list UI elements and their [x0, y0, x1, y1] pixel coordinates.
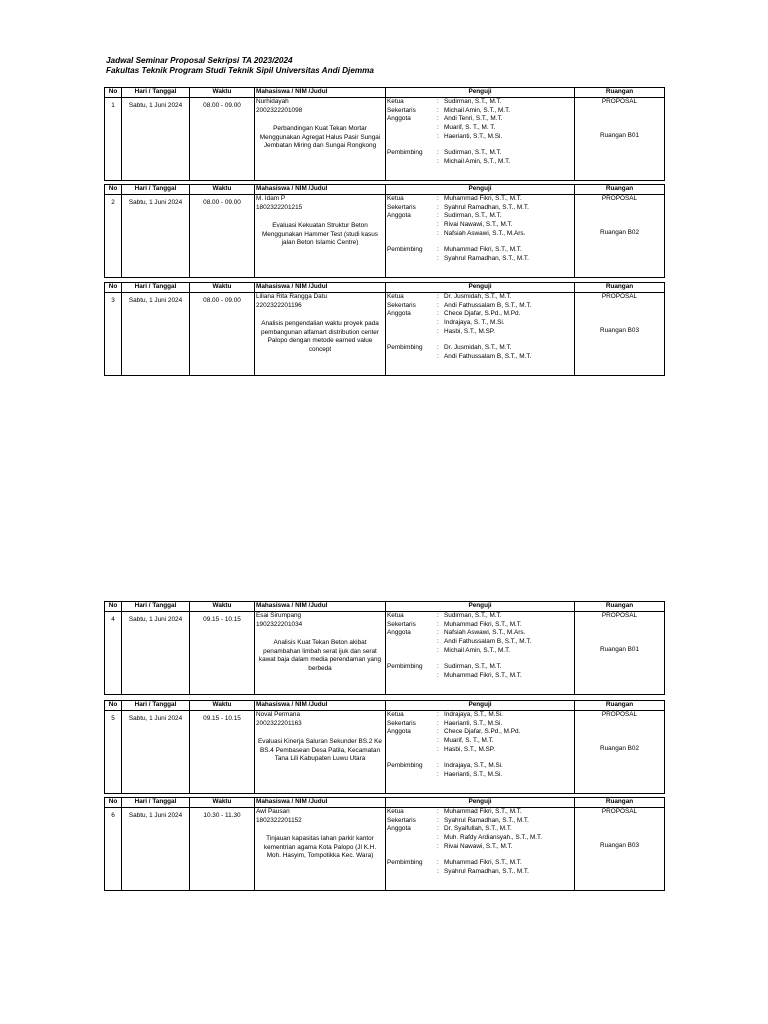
- schedule-block: [104, 87, 664, 176]
- table-header-row: [105, 602, 665, 612]
- table-row: [105, 612, 665, 695]
- col-header-no: No: [105, 798, 122, 808]
- col-header-mahasiswa: Mahasiswa / NIM /Judul: [255, 701, 386, 711]
- examiner-anggota: [387, 746, 573, 755]
- examiner-name: Michail Amin, S.T., M.T.: [444, 646, 511, 654]
- colon: :: [437, 762, 439, 770]
- schedule-table: [104, 184, 665, 278]
- examiner-name: Rivai Nawawi, S.T., M.T.: [444, 842, 513, 850]
- col-header-waktu: Waktu: [190, 602, 255, 612]
- col-header-no: No: [105, 185, 122, 195]
- colon: :: [437, 106, 439, 114]
- colon: :: [437, 115, 439, 123]
- colon: :: [437, 255, 439, 263]
- col-header-waktu: Waktu: [190, 283, 255, 293]
- cell-hari: Sabtu, 1 Juni 2024: [122, 293, 190, 376]
- colon: :: [437, 212, 439, 220]
- col-header-penguji: Penguji: [386, 701, 575, 711]
- cell-no: 2: [105, 195, 122, 278]
- colon: :: [437, 124, 439, 132]
- col-header-ruangan: Ruangan: [575, 283, 665, 293]
- colon: :: [437, 612, 439, 619]
- examiner-sekertaris: [387, 204, 573, 213]
- role-label: Anggota: [387, 728, 411, 736]
- colon: :: [437, 344, 439, 352]
- schedule-table: [104, 282, 665, 376]
- examiner-sekertaris: [387, 720, 573, 729]
- table-header-row: [105, 88, 665, 98]
- supervisor-name: Muhammad Fikri, S.T., M.T.: [444, 246, 522, 254]
- thesis-title: Analisis Kuat Tekan Beton akibat penambahan limbah serat ijuk dan serat kawat baja dalam media perendaman yang berbeda: [258, 639, 382, 672]
- role-label: Pembimbing: [387, 344, 423, 352]
- role-label: Anggota: [387, 310, 411, 318]
- examiner-ketua: [387, 711, 573, 720]
- seminar-type: PROPOSAL: [601, 808, 638, 815]
- colon: :: [437, 327, 439, 335]
- colon: :: [437, 834, 439, 842]
- examiner-name: Andi Tenri, S.T., M.T.: [444, 115, 503, 123]
- cell-no: 1: [105, 98, 122, 181]
- examiner-name: Sudirman, S.T., M.T.: [444, 612, 502, 619]
- colon: :: [437, 816, 439, 824]
- colon: :: [437, 728, 439, 736]
- cell-waktu: 08.00 - 09.00: [190, 98, 255, 181]
- seminar-type: PROPOSAL: [601, 195, 638, 202]
- examiner-anggota: [387, 834, 573, 843]
- room-name: Ruangan B02: [599, 229, 640, 236]
- cell-ruangan: [575, 711, 665, 794]
- col-header-waktu: Waktu: [190, 88, 255, 98]
- examiner-name: Dr. Jusmidah, S.T., M.T.: [444, 293, 512, 300]
- colon: :: [437, 132, 439, 140]
- table-header-row: [105, 798, 665, 808]
- seminar-type: PROPOSAL: [601, 711, 638, 718]
- examiner-sekertaris: [387, 107, 573, 116]
- cell-ruangan: [575, 98, 665, 181]
- student-name: Esai Sirumpang: [256, 612, 302, 619]
- cell-no: 5: [105, 711, 122, 794]
- col-header-no: No: [105, 701, 122, 711]
- role-label: Ketua: [387, 98, 404, 105]
- schedule-block: [104, 282, 664, 371]
- role-label: Sekertaris: [387, 620, 416, 628]
- cell-penguji: [386, 98, 575, 181]
- role-label: Pembimbing: [387, 859, 423, 867]
- role-label: Sekertaris: [387, 719, 416, 727]
- document-header: [106, 56, 666, 76]
- colon: :: [437, 859, 439, 867]
- supervisor-2: [387, 771, 573, 780]
- examiner-name: Sudirman, S.T., M.T.: [444, 98, 502, 105]
- thesis-title: Tinjauan kapasitas lahan parkir kantor kementrian agama Kota Palopo (Jl K.H. Moh. Hasyim, Tompotikka Kec. Wara): [263, 835, 377, 860]
- examiner-name: Muh. Rafdy Ardiansyah., S.T., M.T.: [444, 834, 543, 842]
- cell-mahasiswa: [255, 808, 386, 891]
- supervisor-1: [387, 246, 573, 255]
- examiner-sekertaris: [387, 302, 573, 311]
- cell-mahasiswa: [255, 98, 386, 181]
- col-header-hari: Hari / Tanggal: [122, 798, 190, 808]
- examiner-name: Indrajaya, S. T., M.Si.: [444, 319, 505, 327]
- cell-penguji: [386, 293, 575, 376]
- role-label: Sekertaris: [387, 203, 416, 211]
- supervisor-name: Syahrul Ramadhan, S.T., M.T.: [444, 868, 529, 876]
- role-label: Pembimbing: [387, 246, 423, 254]
- examiner-name: Dr. Syaifullah, S.T., M.T.: [444, 825, 512, 833]
- role-label: Ketua: [387, 293, 404, 300]
- cell-no: 4: [105, 612, 122, 695]
- colon: :: [437, 246, 439, 254]
- examiner-name: Nafsiah Aswawi, S.T., M.Ars.: [444, 229, 526, 237]
- examiner-anggota: [387, 647, 573, 656]
- supervisor-2: [387, 868, 573, 877]
- cell-hari: Sabtu, 1 Juni 2024: [122, 612, 190, 695]
- cell-hari: Sabtu, 1 Juni 2024: [122, 98, 190, 181]
- colon: :: [437, 620, 439, 628]
- thesis-title: Perbandingan Kuat Tekan Mortar Menggunakan Agregat Halus Pasir Sungai Jembatan Miring dan Sungai Rongkong: [259, 125, 381, 150]
- student-nim: 2002322201163: [256, 719, 302, 727]
- student-nim: 2202322201196: [256, 301, 302, 309]
- colon: :: [437, 808, 439, 815]
- cell-mahasiswa: [255, 293, 386, 376]
- examiner-anggota: [387, 230, 573, 239]
- examiner-name: Sudirman, S.T., M.T.: [444, 212, 502, 220]
- colon: :: [437, 158, 439, 166]
- col-header-ruangan: Ruangan: [575, 602, 665, 612]
- examiner-ketua: [387, 808, 573, 817]
- examiner-name: Indrajaya, S.T., M.Si.: [444, 711, 503, 718]
- student-nim: 1902322201034: [256, 620, 303, 628]
- col-header-ruangan: Ruangan: [575, 798, 665, 808]
- student-nim: 1802322201152: [256, 816, 302, 824]
- examiner-sekertaris: [387, 817, 573, 826]
- cell-hari: Sabtu, 1 Juni 2024: [122, 808, 190, 891]
- examiner-name: Syahrul Ramadhan, S.T., M.T.: [444, 816, 529, 824]
- examiner-name: Hasbi, S.T., M.SP.: [444, 745, 496, 753]
- examiner-sekertaris: [387, 621, 573, 630]
- cell-ruangan: [575, 612, 665, 695]
- schedule-table: [104, 601, 665, 695]
- student-name: Noval Permana: [256, 711, 301, 718]
- examiner-name: Andi Fathussalam B, S.T., M.T.: [444, 638, 532, 646]
- student-name: Awl Pausan: [256, 808, 290, 815]
- col-header-hari: Hari / Tanggal: [122, 602, 190, 612]
- col-header-mahasiswa: Mahasiswa / NIM /Judul: [255, 283, 386, 293]
- thesis-title: Evaluasi Kekuatan Struktur Beton Menggunakan Hammer Test (studi kasus jalan Beton Islamic Centre): [261, 222, 379, 247]
- examiner-name: Chece Djafar, S.Pd., M.Pd.: [444, 728, 521, 736]
- thesis-title: Analisis pengendalian waktu proyek pada pembangunan alfamart distribution center Palopo dengan metode earned value concept: [261, 320, 379, 353]
- role-label: Pembimbing: [387, 762, 423, 770]
- col-header-no: No: [105, 602, 122, 612]
- supervisor-name: Indrajaya, S.T., M.Si.: [444, 762, 503, 770]
- examiner-anggota: [387, 115, 573, 124]
- role-label: Ketua: [387, 711, 404, 718]
- room-name: Ruangan B02: [599, 745, 640, 752]
- examiner-anggota: [387, 124, 573, 133]
- examiner-name: Haerianti, S.T., M.Si.: [444, 719, 503, 727]
- cell-ruangan: [575, 293, 665, 376]
- col-header-hari: Hari / Tanggal: [122, 283, 190, 293]
- colon: :: [437, 353, 439, 361]
- colon: :: [437, 310, 439, 318]
- table-row: [105, 711, 665, 794]
- cell-hari: Sabtu, 1 Juni 2024: [122, 711, 190, 794]
- supervisor-name: Muhammad Fikri, S.T., M.T.: [444, 672, 522, 680]
- supervisor-name: Haerianti, S.T., M.Si.: [444, 771, 503, 779]
- cell-mahasiswa: [255, 195, 386, 278]
- cell-penguji: [386, 808, 575, 891]
- examiner-ketua: [387, 98, 573, 107]
- examiner-name: Chece Djafar, S.Pd., M.Pd.: [444, 310, 521, 318]
- examiner-name: Syahrul Ramadhan, S.T., M.T.: [444, 203, 529, 211]
- cell-waktu: 08.00 - 09.00: [190, 293, 255, 376]
- supervisor-2: [387, 158, 573, 167]
- col-header-hari: Hari / Tanggal: [122, 701, 190, 711]
- table-row: [105, 195, 665, 278]
- student-nim: 2002322201098: [256, 106, 303, 114]
- role-label: Sekertaris: [387, 816, 416, 824]
- examiner-anggota: [387, 212, 573, 221]
- cell-waktu: 08.00 - 09.00: [190, 195, 255, 278]
- colon: :: [437, 221, 439, 229]
- examiner-anggota: [387, 843, 573, 852]
- colon: :: [437, 638, 439, 646]
- cell-mahasiswa: [255, 711, 386, 794]
- table-header-row: [105, 283, 665, 293]
- role-label: Anggota: [387, 212, 411, 220]
- examiner-anggota: [387, 133, 573, 142]
- schedule-table: [104, 797, 665, 891]
- examiner-name: Muhammad Fikri, S.T., M.T.: [444, 808, 522, 815]
- colon: :: [437, 719, 439, 727]
- role-label: Pembimbing: [387, 149, 423, 157]
- colon: :: [437, 711, 439, 718]
- col-header-penguji: Penguji: [386, 88, 575, 98]
- seminar-type: PROPOSAL: [601, 293, 638, 300]
- col-header-penguji: Penguji: [386, 283, 575, 293]
- supervisor-1: [387, 663, 573, 672]
- examiner-name: Rivai Nawawi, S.T., M.T.: [444, 221, 513, 229]
- cell-penguji: [386, 195, 575, 278]
- room-name: Ruangan B01: [599, 646, 640, 653]
- student-name: M. Idam P: [256, 195, 286, 202]
- role-label: Anggota: [387, 825, 411, 833]
- supervisor-name: Michail Amin, S.T., M.T.: [444, 158, 511, 166]
- col-header-mahasiswa: Mahasiswa / NIM /Judul: [255, 602, 386, 612]
- examiner-ketua: [387, 612, 573, 621]
- supervisor-name: Sudirman, S.T., M.T.: [444, 149, 502, 157]
- examiner-name: Muarif, S. T., M. T.: [444, 124, 496, 132]
- supervisor-1: [387, 149, 573, 158]
- examiner-name: Hasbi, S.T., M.SP.: [444, 327, 496, 335]
- supervisor-1: [387, 859, 573, 868]
- supervisor-2: [387, 672, 573, 681]
- cell-no: 3: [105, 293, 122, 376]
- examiner-anggota: [387, 221, 573, 230]
- schedule-table: [104, 87, 665, 181]
- cell-hari: Sabtu, 1 Juni 2024: [122, 195, 190, 278]
- table-row: [105, 808, 665, 891]
- colon: :: [437, 868, 439, 876]
- schedule-block: [104, 700, 664, 789]
- colon: :: [437, 663, 439, 671]
- supervisor-name: Syahrul Ramadhan, S.T., M.T.: [444, 255, 529, 263]
- seminar-type: PROPOSAL: [601, 612, 638, 619]
- schedule-block: [104, 601, 664, 690]
- role-label: Pembimbing: [387, 663, 423, 671]
- supervisor-name: Muhammad Fikri, S.T., M.T.: [444, 859, 522, 867]
- col-header-waktu: Waktu: [190, 798, 255, 808]
- col-header-penguji: Penguji: [386, 602, 575, 612]
- examiner-anggota: [387, 638, 573, 647]
- col-header-hari: Hari / Tanggal: [122, 88, 190, 98]
- student-name: Nurhidayah: [256, 98, 289, 105]
- col-header-ruangan: Ruangan: [575, 701, 665, 711]
- col-header-mahasiswa: Mahasiswa / NIM /Judul: [255, 798, 386, 808]
- cell-no: 6: [105, 808, 122, 891]
- colon: :: [437, 301, 439, 309]
- role-label: Ketua: [387, 808, 404, 815]
- room-name: Ruangan B01: [599, 132, 640, 139]
- room-name: Ruangan B03: [599, 327, 640, 334]
- supervisor-name: Dr. Jusmidah, S.T., M.T.: [444, 344, 512, 352]
- col-header-waktu: Waktu: [190, 185, 255, 195]
- examiner-anggota: [387, 737, 573, 746]
- role-label: Anggota: [387, 115, 411, 123]
- examiner-anggota: [387, 728, 573, 737]
- role-label: Sekertaris: [387, 301, 416, 309]
- colon: :: [437, 672, 439, 680]
- cell-waktu: 09.15 - 10.15: [190, 612, 255, 695]
- col-header-no: No: [105, 88, 122, 98]
- examiner-ketua: [387, 195, 573, 204]
- thesis-title: Evaluasi Kinerja Saluran Sekunder BS.2 Ke BS.4 Pembasean Desa Patila, Kecamatan Tana Lili Kabupaten Luwu Utara: [258, 738, 382, 763]
- colon: :: [437, 745, 439, 753]
- examiner-anggota: [387, 319, 573, 328]
- table-header-row: [105, 185, 665, 195]
- examiner-name: Muhammad Fikri, S.T., M.T.: [444, 620, 522, 628]
- colon: :: [437, 149, 439, 157]
- role-label: Ketua: [387, 195, 404, 202]
- colon: :: [437, 842, 439, 850]
- supervisor-1: [387, 344, 573, 353]
- supervisor-name: Andi Fathussalam B, S.T., M.T.: [444, 353, 532, 361]
- colon: :: [437, 293, 439, 300]
- supervisor-name: Sudirman, S.T., M.T.: [444, 663, 502, 671]
- colon: :: [437, 203, 439, 211]
- cell-waktu: 10.30 - 11.30: [190, 808, 255, 891]
- colon: :: [437, 771, 439, 779]
- examiner-name: Muhammad Fikri, S.T., M.T.: [444, 195, 522, 202]
- colon: :: [437, 319, 439, 327]
- colon: :: [437, 229, 439, 237]
- table-row: [105, 293, 665, 376]
- colon: :: [437, 737, 439, 745]
- table-header-row: [105, 701, 665, 711]
- role-label: Anggota: [387, 629, 411, 637]
- schedule-block: [104, 184, 664, 273]
- col-header-penguji: Penguji: [386, 798, 575, 808]
- role-label: Sekertaris: [387, 106, 416, 114]
- col-header-hari: Hari / Tanggal: [122, 185, 190, 195]
- cell-ruangan: [575, 808, 665, 891]
- student-nim: 1802322201215: [256, 203, 303, 211]
- supervisor-2: [387, 353, 573, 362]
- document-subtitle: Fakultas Teknik Program Studi Teknik Sipil Universitas Andi Djemma: [106, 66, 374, 75]
- cell-ruangan: [575, 195, 665, 278]
- cell-penguji: [386, 612, 575, 695]
- supervisor-1: [387, 762, 573, 771]
- col-header-ruangan: Ruangan: [575, 88, 665, 98]
- examiner-name: Muarif, S. T., M.T.: [444, 737, 494, 745]
- examiner-name: Andi Fathussalam B, S.T., M.T.: [444, 301, 532, 309]
- supervisor-2: [387, 255, 573, 264]
- examiner-ketua: [387, 293, 573, 302]
- col-header-waktu: Waktu: [190, 701, 255, 711]
- schedule-table: [104, 700, 665, 794]
- examiner-name: Nafsiah Aswawi, S.T., M.Ars.: [444, 629, 526, 637]
- student-name: Liliana Rita Rangga Datu: [256, 293, 328, 300]
- cell-mahasiswa: [255, 612, 386, 695]
- role-label: Ketua: [387, 612, 404, 619]
- col-header-ruangan: Ruangan: [575, 185, 665, 195]
- seminar-type: PROPOSAL: [601, 98, 638, 105]
- col-header-no: No: [105, 283, 122, 293]
- document-title: Jadwal Seminar Proposal Sekripsi TA 2023/2024: [106, 56, 293, 65]
- colon: :: [437, 825, 439, 833]
- col-header-penguji: Penguji: [386, 185, 575, 195]
- cell-waktu: 09.15 - 10.15: [190, 711, 255, 794]
- colon: :: [437, 195, 439, 202]
- cell-penguji: [386, 711, 575, 794]
- room-name: Ruangan B03: [599, 842, 640, 849]
- col-header-mahasiswa: Mahasiswa / NIM /Judul: [255, 185, 386, 195]
- col-header-mahasiswa: Mahasiswa / NIM /Judul: [255, 88, 386, 98]
- colon: :: [437, 98, 439, 105]
- examiner-anggota: [387, 328, 573, 337]
- examiner-anggota: [387, 825, 573, 834]
- table-row: [105, 98, 665, 181]
- schedule-block: [104, 797, 664, 886]
- examiner-name: Michail Amin, S.T., M.T.: [444, 106, 511, 114]
- colon: :: [437, 646, 439, 654]
- colon: :: [437, 629, 439, 637]
- examiner-anggota: [387, 310, 573, 319]
- examiner-anggota: [387, 629, 573, 638]
- examiner-name: Haerianti, S.T., M.Si.: [444, 132, 503, 140]
